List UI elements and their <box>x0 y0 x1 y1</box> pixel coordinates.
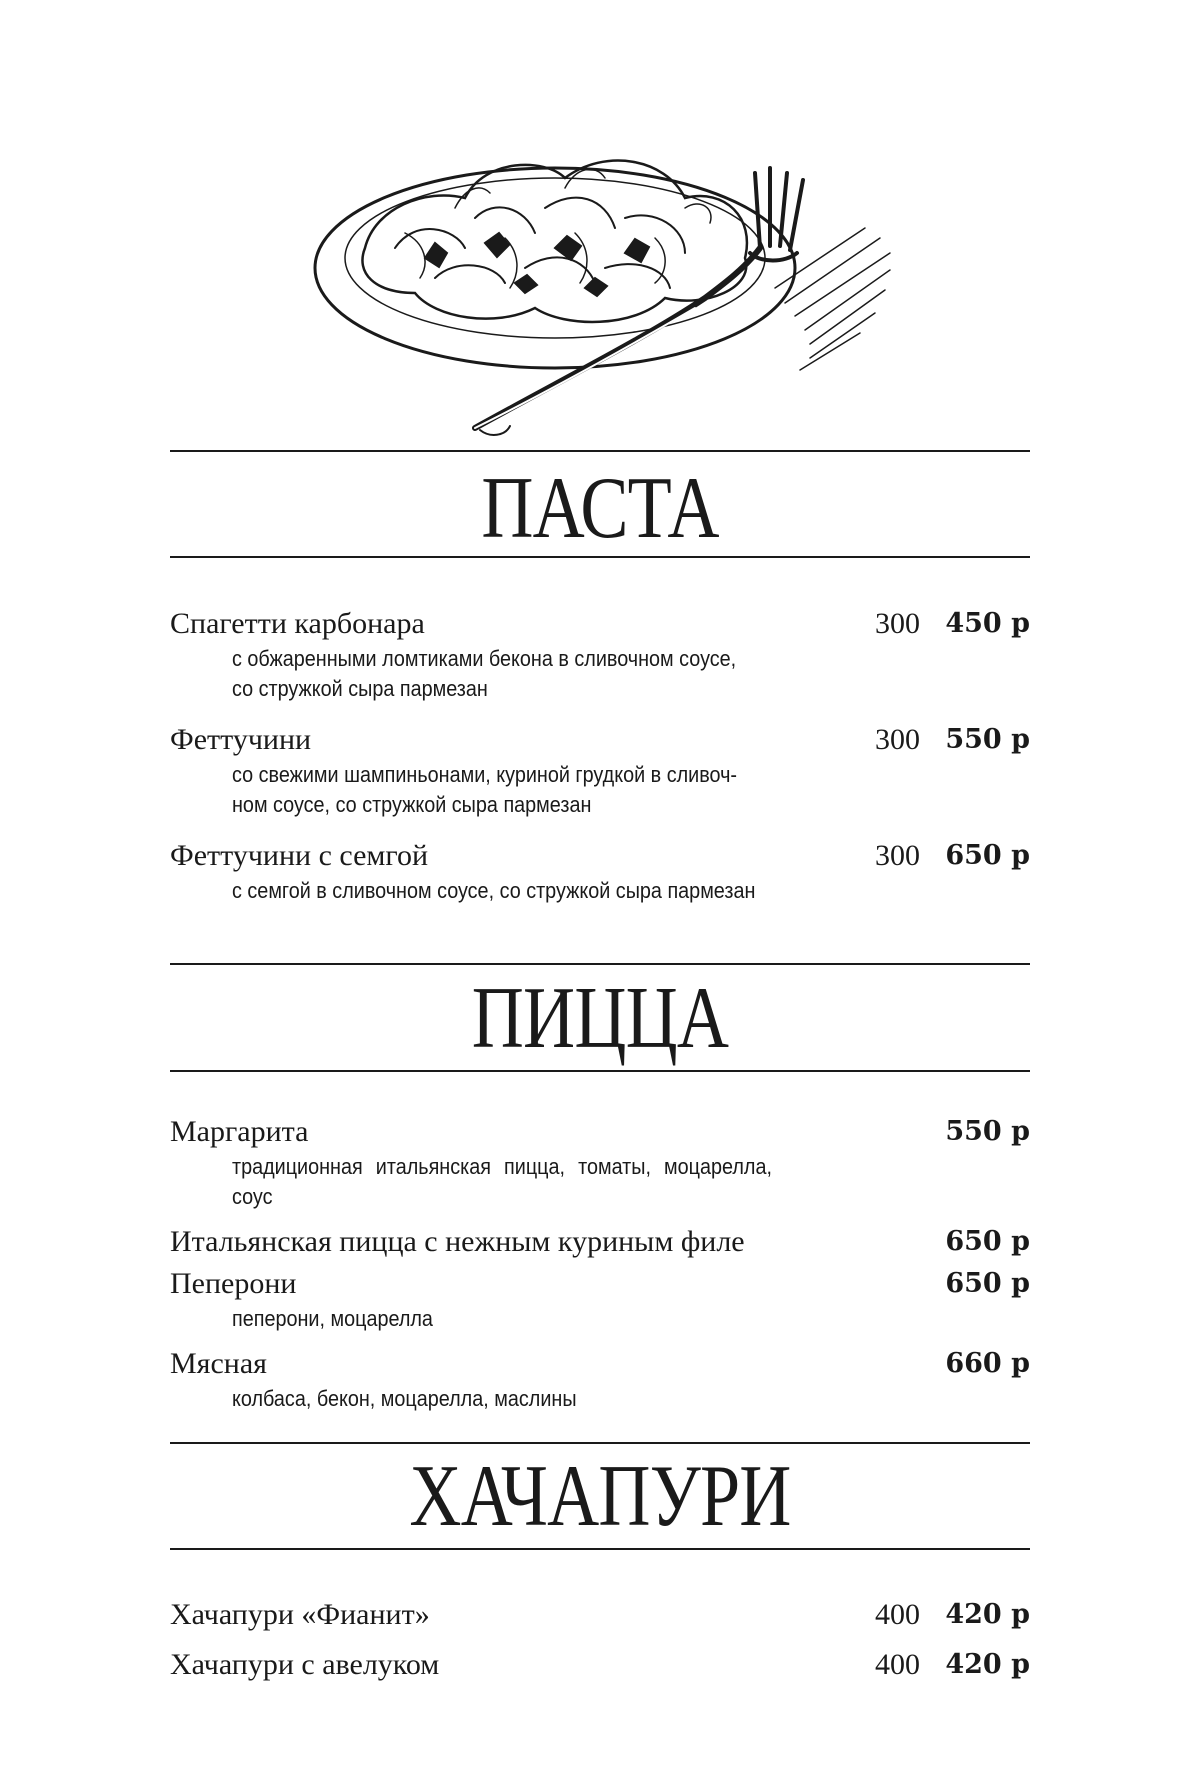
item-name: Феттучини <box>170 723 312 756</box>
item-name: Хачапури «Фианит» <box>170 1598 430 1631</box>
item-price: 650 р <box>945 1226 1030 1257</box>
item-price: 550 р <box>945 724 1030 755</box>
menu-item <box>170 604 1030 704</box>
item-price: 650 р <box>945 1268 1030 1299</box>
menu-item <box>170 1344 1030 1414</box>
section-divider-top <box>170 963 1030 965</box>
item-name: Спагетти карбонара <box>170 607 425 640</box>
item-price: 550 р <box>945 1116 1030 1147</box>
item-name: Феттучини с семгой <box>170 839 429 872</box>
section-title-pasta: ПАСТА <box>481 460 719 557</box>
item-weight: 400 <box>875 1598 920 1631</box>
pasta-plate-illustration <box>305 118 895 448</box>
item-price: 450 р <box>945 608 1030 639</box>
section-title-pizza: ПИЦЦА <box>471 970 729 1067</box>
item-description-line: с семгой в сливочном соусе, со стружкой сыра пармезан <box>232 878 756 903</box>
menu-item <box>170 720 1030 820</box>
item-price: 660 р <box>945 1348 1030 1379</box>
item-name: Мясная <box>170 1347 267 1380</box>
item-name: Хачапури с авелуком <box>170 1648 440 1681</box>
item-description-line: колбаса, бекон, моцарелла, маслины <box>232 1386 577 1411</box>
menu-item <box>170 1222 1030 1262</box>
item-name: Пеперони <box>170 1267 297 1300</box>
item-name: Маргарита <box>170 1115 309 1148</box>
section-divider-bottom <box>170 556 1030 558</box>
menu-item <box>170 1264 1030 1334</box>
item-price: 650 р <box>945 840 1030 871</box>
item-description-line: ном соусе, со стружкой сыра пармезан <box>232 792 592 817</box>
menu-item <box>170 836 1030 906</box>
pizza-item-list <box>170 1112 1030 1414</box>
item-weight: 300 <box>875 839 920 872</box>
menu-item <box>170 1112 1030 1212</box>
section-divider-top <box>170 450 1030 452</box>
section-divider-top <box>170 1442 1030 1444</box>
item-description-line: с обжаренными ломтиками бекона в сливочном соусе, <box>232 646 737 671</box>
item-description-line: пеперони, моцарелла <box>232 1306 433 1331</box>
menu-item <box>170 1595 1030 1635</box>
pasta-item-list <box>170 604 1030 906</box>
menu-item <box>170 1645 1030 1685</box>
item-weight: 300 <box>875 723 920 756</box>
item-description-line: со свежими шампиньонами, куриной грудкой в сливоч- <box>232 762 737 787</box>
section-divider-bottom <box>170 1070 1030 1072</box>
khachapuri-item-list <box>170 1595 1030 1685</box>
item-price: 420 р <box>945 1649 1030 1680</box>
item-weight: 300 <box>875 607 920 640</box>
item-name: Итальянская пицца с нежным куриным филе <box>170 1225 745 1258</box>
item-price: 420 р <box>945 1599 1030 1630</box>
section-title-khachapuri: ХАЧАПУРИ <box>409 1448 791 1545</box>
item-weight: 400 <box>875 1648 920 1681</box>
section-divider-bottom <box>170 1548 1030 1550</box>
item-description-line: традиционная итальянская пицца, томаты, моцарелла, соус <box>232 1154 772 1209</box>
item-description-line: со стружкой сыра пармезан <box>232 676 488 701</box>
